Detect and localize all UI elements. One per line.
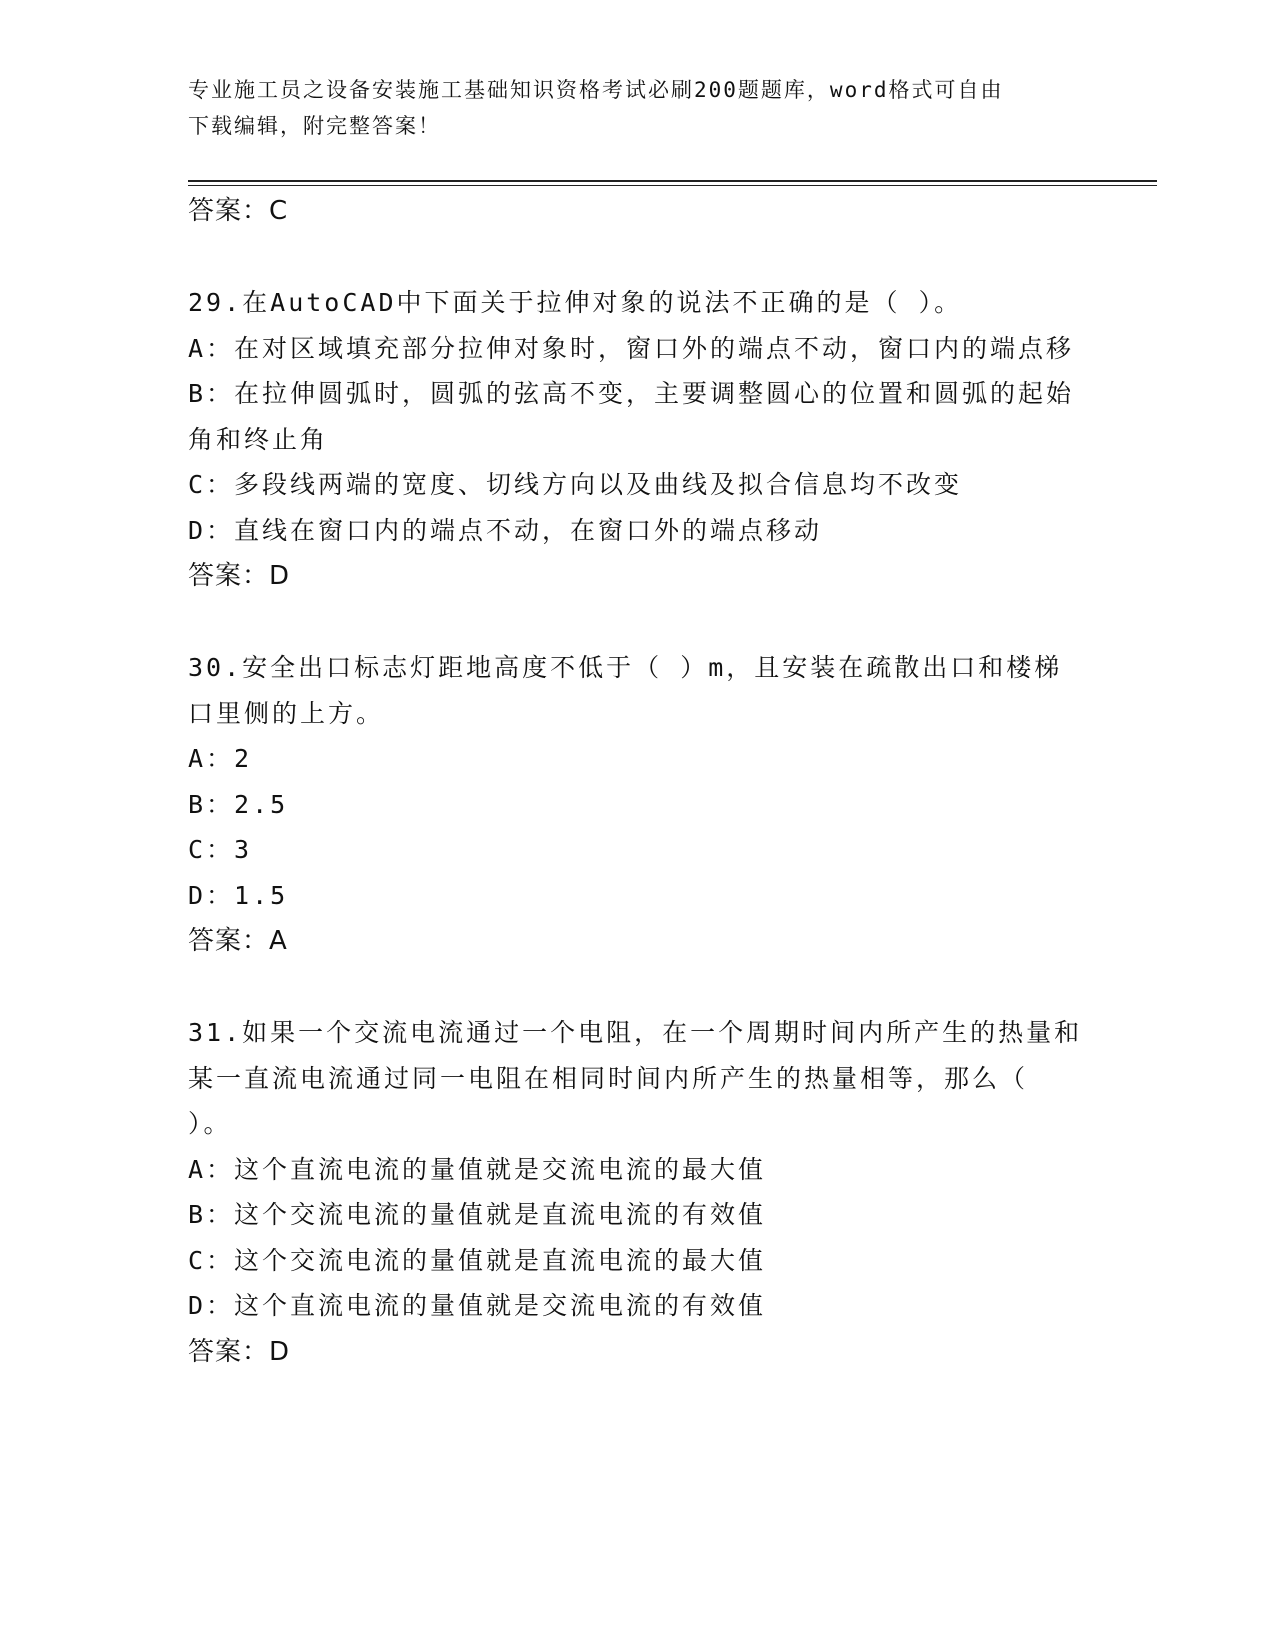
- option-a: A：这个直流电流的量值就是交流电流的最大值: [188, 1154, 767, 1184]
- page-header: [188, 72, 1088, 144]
- option-d: D：1.5: [188, 880, 289, 910]
- question-29: [188, 280, 1088, 599]
- question-31: [188, 1010, 1088, 1375]
- question-text: 29.在AutoCAD中下面关于拉伸对象的说法不正确的是（ ）。: [188, 288, 963, 317]
- option-b: B：这个交流电流的量值就是直流电流的有效值: [188, 1200, 767, 1229]
- header-line-1: 专业施工员之设备安装施工基础知识资格考试必刷200题题库，word格式可自由: [188, 78, 1004, 102]
- previous-answer: 答案：C: [188, 196, 289, 226]
- option-d: D：这个直流电流的量值就是交流电流的有效值: [188, 1291, 767, 1320]
- option-a: A：在对区域填充部分拉伸对象时，窗口外的端点不动，窗口内的端点移: [188, 333, 1075, 363]
- header-rule-thin: [188, 185, 1157, 186]
- answer: 答案：A: [188, 926, 288, 956]
- option-c: C：这个交流电流的量值就是直流电流的最大值: [188, 1245, 767, 1275]
- option-a: A：2: [188, 744, 253, 773]
- answer: 答案：D: [188, 1336, 291, 1367]
- option-b: B：2.5: [188, 789, 289, 819]
- option-c: C：多段线两端的宽度、切线方向以及曲线及拟合信息均不改变: [188, 470, 963, 499]
- option-b: B：在拉伸圆弧时，圆弧的弦高不变，主要调整圆心的位置和圆弧的起始角和终止角: [188, 379, 1075, 454]
- header-rule-thick: [188, 180, 1157, 182]
- option-c: C：3: [188, 835, 253, 864]
- question-text: 30.安全出口标志灯距地高度不低于（ ）m，且安装在疏散出口和楼梯口里侧的上方。: [188, 653, 1063, 728]
- question-30: [188, 645, 1088, 964]
- answer: 答案：D: [188, 561, 291, 591]
- option-d: D：直线在窗口内的端点不动，在窗口外的端点移动: [188, 515, 823, 545]
- question-text: 31.如果一个交流电流通过一个电阻，在一个周期时间内所产生的热量和某一直流电流通过同一电阻在相同时间内所产生的热量相等，那么（ ）。: [188, 1018, 1083, 1138]
- header-line-2: 下载编辑，附完整答案！: [188, 114, 441, 138]
- question-list: [188, 188, 1088, 1375]
